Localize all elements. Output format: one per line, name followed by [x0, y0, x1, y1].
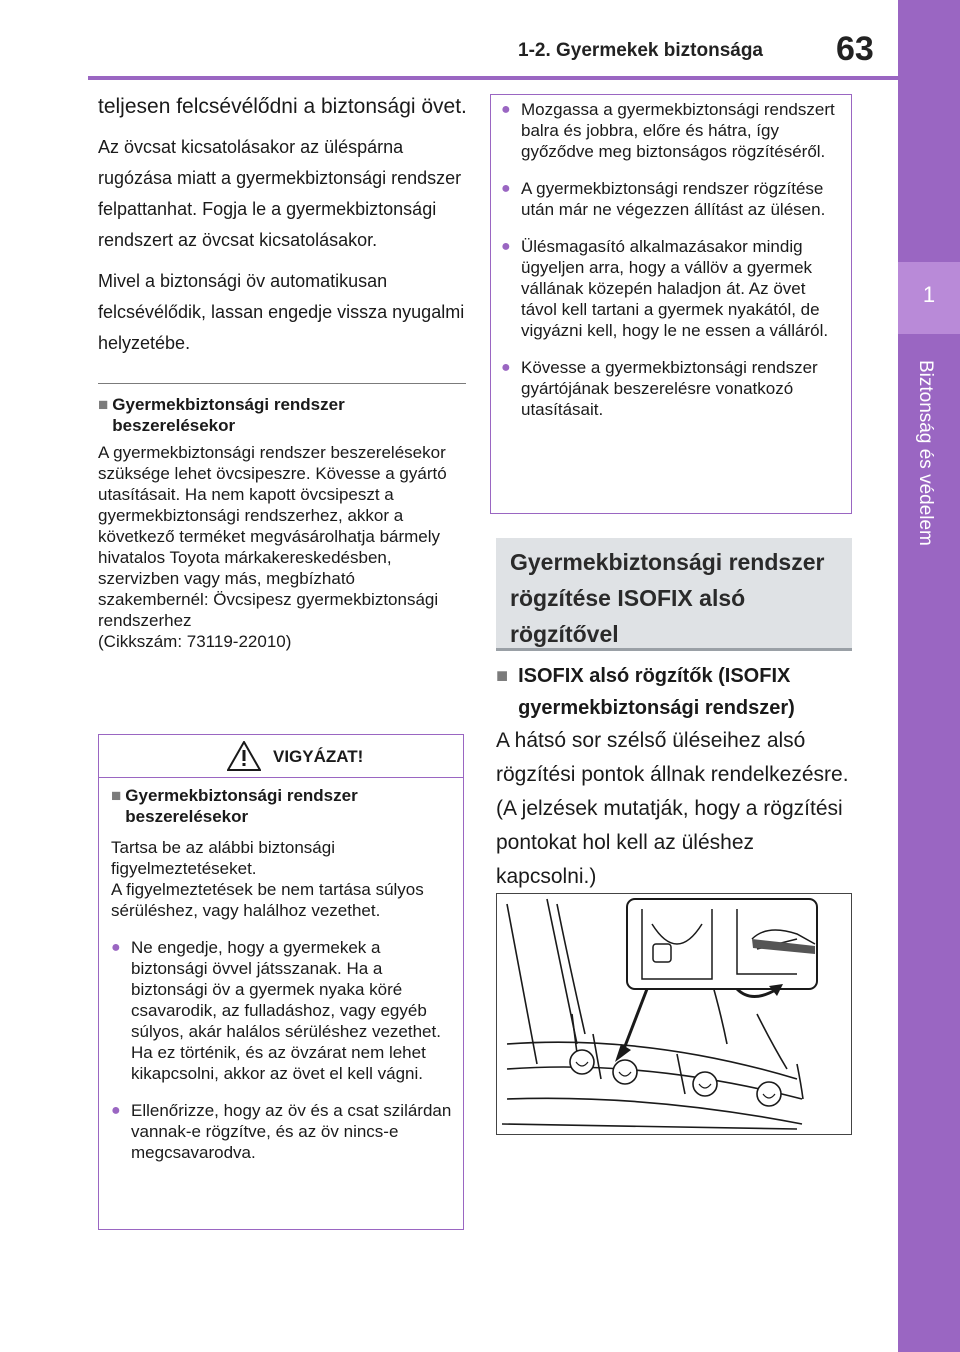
- chapter-side-tab: [898, 0, 960, 1352]
- warning-bullet-text: Ellenőrizze, hogy az öv és a csat szilárdan vannak-e rögzítve, és az öv nincs-e megcsavarodva.: [131, 1101, 452, 1162]
- divider: [98, 383, 466, 384]
- right-bullet-box: [490, 94, 852, 514]
- left-subheading: [98, 394, 468, 436]
- round-bullet-icon: ●: [111, 939, 121, 956]
- round-bullet-icon: ●: [501, 101, 511, 118]
- right-bullet: [501, 236, 841, 341]
- isofix-anchor-illustration: [496, 893, 852, 1135]
- section-title: Gyermekbiztonsági rendszer rögzítése ISOFIX alsó rögzítővel: [510, 549, 825, 647]
- isofix-subheading: [496, 660, 852, 724]
- right-bullet: [501, 178, 841, 220]
- chapter-title: Biztonság és védelem: [915, 360, 936, 546]
- isofix-subheading-text: ISOFIX alsó rögzítők (ISOFIX gyermekbiztonsági rendszer): [518, 665, 795, 719]
- warning-bullet: [111, 937, 455, 1084]
- warning-box: [98, 734, 464, 1230]
- warning-subheading: [111, 785, 455, 827]
- square-bullet-icon: ■: [496, 665, 509, 687]
- warning-bullet-text: Ne engedje, hogy a gyermekek a biztonsági övvel játsszanak. Ha a biztonsági öv a gyermek nyaka köré csavarodik, az fulladáshoz, vagy egyéb súlyos, akár halálos sérüléshez vezethet. Ha ez történik, és az övzárat nem lehet kikapcsolni, akkor az övet el kell vágni.: [131, 938, 441, 1083]
- round-bullet-icon: ●: [501, 180, 511, 197]
- left-paragraph-2: Az övcsat kicsatolásakor az üléspárna rugózása miatt a gyermekbiztonsági rendszer felpattanhat. Fogja le a gyermekbiztonsági rendszert az övcsat kicsatolásakor.: [98, 137, 462, 250]
- left-column: [98, 90, 468, 652]
- warning-bullet: [111, 1100, 455, 1163]
- left-paragraph-1: teljesen felcsévélődni a biztonsági övet.: [98, 95, 467, 118]
- page-number: 63: [836, 30, 874, 68]
- right-bullet-text: A gyermekbiztonsági rendszer rögzítése után már ne végezzen állítást az ülésen.: [521, 179, 826, 219]
- left-paragraph-3: Mivel a biztonsági öv automatikusan felcsévélődik, lassan engedje vissza nyugalmi helyzetébe.: [98, 271, 465, 353]
- round-bullet-icon: ●: [501, 238, 511, 255]
- warning-header: [99, 735, 463, 778]
- right-bullet-text: Mozgassa a gyermekbiztonsági rendszert balra és jobbra, előre és hátra, így győződve meg biztonságos rögzítéséről.: [521, 100, 835, 161]
- left-body-text: A gyermekbiztonsági rendszer beszerelésekor szüksége lehet övcsipeszre. Kövesse a gyártó utasításait. Ha nem kapott övcsipeszt a gyermekbiztonsági rendszerhez, akkor a következő terméket megvásárolhatja bármely hivatalos Toyota márkakereskedésben, szervizben vagy más, megbízható szakembernél: Övcsipesz gyermekbiztonsági rendszerhez (Cikkszám: 73119-22010): [98, 443, 447, 651]
- square-bullet-icon: ■: [111, 786, 122, 805]
- running-header: 1-2. Gyermekek biztonsága: [518, 40, 763, 61]
- warning-body: [111, 785, 455, 1163]
- seat-illustration-icon: [497, 894, 851, 1134]
- right-bullet: [501, 99, 841, 162]
- warning-triangle-icon: [227, 741, 261, 776]
- isofix-body-text: A hátsó sor szélső üléseihez alsó rögzítési pontok állnak rendelkezésre. (A jelzések mutatják, hogy a rögzítési pontokat hol kell az üléshez kapcsolni.): [496, 729, 849, 888]
- section-heading-box: [496, 538, 852, 651]
- right-bullet-text: Ülésmagasító alkalmazásakor mindig ügyeljen arra, hogy a vállöv a gyermek vállának közepén haladjon át. Az övet távol kell tartani a gyermek nyakától, de vigyázni kell, hogy le ne essen a válláról.: [521, 237, 829, 340]
- right-bullet-text: Kövesse a gyermekbiztonsági rendszer gyártójának beszerelésre vonatkozó utasításait.: [521, 358, 818, 419]
- square-bullet-icon: ■: [98, 395, 109, 414]
- round-bullet-icon: ●: [501, 359, 511, 376]
- left-subheading-text: Gyermekbiztonsági rendszer beszerelésekor: [112, 395, 345, 435]
- right-bullet: [501, 357, 841, 420]
- chapter-number: 1: [922, 282, 936, 307]
- header-rule: [88, 76, 898, 80]
- warning-subheading-text: Gyermekbiztonsági rendszer beszerelésekor: [125, 786, 358, 826]
- warning-intro: Tartsa be az alábbi biztonsági figyelmeztetéseket. A figyelmeztetések be nem tartása súlyos sérüléshez, vagy halálhoz vezethet.: [111, 838, 424, 920]
- round-bullet-icon: ●: [111, 1102, 121, 1119]
- warning-title: VIGYÁZAT!: [273, 747, 364, 766]
